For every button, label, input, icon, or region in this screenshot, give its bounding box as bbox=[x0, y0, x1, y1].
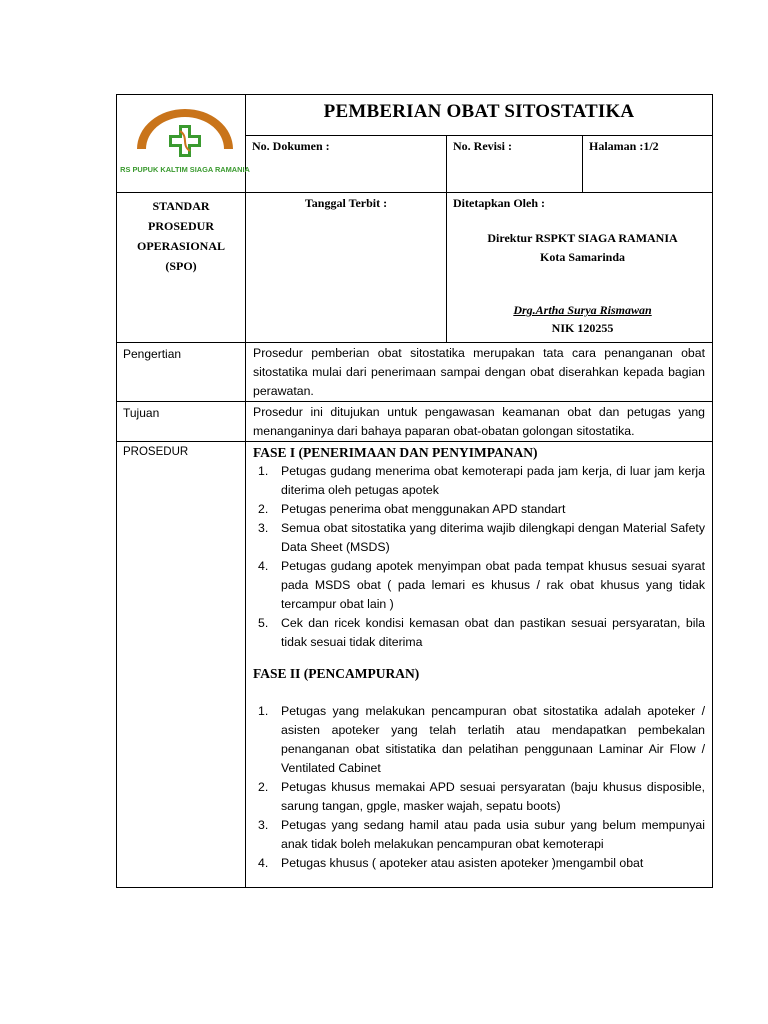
spo-label: STANDAR PROSEDUR OPERASIONAL (SPO) bbox=[117, 193, 246, 343]
fase-1-title: FASE I (PENERIMAAN DAN PENYIMPANAN) bbox=[253, 445, 538, 460]
pengertian-label: Pengertian bbox=[117, 343, 246, 402]
fase-2-title: FASE II (PENCAMPURAN) bbox=[253, 666, 420, 681]
list-item: 1. Petugas yang melakukan pencampuran obat sitostatika adalah apoteker / asisten apoteker yang telah terlatih atau mendapatkan pembekalan penanganan obat sitistatika dan pelatihan penggunaan Laminar Air Flow / Ventilated Cabinet bbox=[258, 704, 706, 775]
no-dokumen: No. Dokumen : bbox=[246, 136, 447, 193]
pengertian-text: Prosedur pemberian obat sitostatika merupakan tata cara penanganan obat sitostatika mulai dari penerimaan sampai dengan obat diserahkan kepada bagian perawatan. bbox=[246, 343, 713, 402]
list-item: 3. Petugas yang sedang hamil atau pada usia subur yang belum mempunyai anak tidak boleh melakukan pencampuran obat kemoterapi bbox=[258, 818, 706, 851]
list-item: 2. Petugas khusus memakai APD sesuai persyaratan (baju khusus disposible, sarung tangan, gpgle, masker wajah, sepatu boots) bbox=[258, 780, 706, 813]
spo-document bbox=[116, 94, 713, 888]
hospital-logo bbox=[120, 103, 250, 175]
no-revisi: No. Revisi : bbox=[447, 136, 583, 193]
fase-1-list bbox=[253, 462, 705, 652]
ditetapkan-label: Ditetapkan Oleh : bbox=[453, 196, 546, 210]
list-item: 5. Cek dan ricek kondisi kemasan obat dan pastikan sesuai persyaratan, bila tidak sesuai tidak diterima bbox=[258, 616, 706, 649]
svg-text:RS PUPUK KALTIM SIAGA RAMANIA: RS PUPUK KALTIM SIAGA RAMANIA bbox=[120, 165, 250, 174]
director-name: Drg.Artha Surya Rismawan bbox=[513, 303, 652, 317]
tujuan-label: Tujuan bbox=[117, 402, 246, 442]
tujuan-text: Prosedur ini ditujukan untuk pengawasan keamanan obat dan petugas yang menanganinya dari bahaya paparan obat-obatan golongan sitostatika. bbox=[246, 402, 713, 442]
fase-2-list bbox=[253, 702, 705, 873]
halaman: Halaman :1/2 bbox=[583, 136, 713, 193]
prosedur-content bbox=[246, 442, 713, 888]
city: Kota Samarinda bbox=[540, 250, 626, 264]
list-item: 1. Petugas gudang menerima obat kemoterapi pada jam kerja, di luar jam kerja diterima oleh petugas apotek bbox=[258, 464, 706, 497]
list-item: 3. Semua obat sitostatika yang diterima wajib dilengkapi dengan Material Safety Data Sheet (MSDS) bbox=[258, 521, 706, 554]
prosedur-label: PROSEDUR bbox=[117, 442, 246, 888]
director-nik: NIK 120255 bbox=[551, 321, 614, 335]
director-title: Direktur RSPKT SIAGA RAMANIA bbox=[487, 231, 678, 245]
tanggal-terbit: Tanggal Terbit : bbox=[246, 193, 447, 343]
list-item: 2. Petugas penerima obat menggunakan APD standart bbox=[258, 502, 566, 516]
ditetapkan-oleh bbox=[447, 193, 713, 343]
logo-cell bbox=[117, 95, 250, 193]
list-item: 4. Petugas khusus ( apoteker atau asisten apoteker )mengambil obat bbox=[258, 856, 644, 870]
document-title: PEMBERIAN OBAT SITOSTATIKA bbox=[246, 95, 713, 136]
list-item: 4. Petugas gudang apotek menyimpan obat pada tempat khusus sesuai syarat pada MSDS obat ( pada lemari es khusus / rak obat khusus yang tidak tercampur obat lain ) bbox=[258, 559, 706, 611]
